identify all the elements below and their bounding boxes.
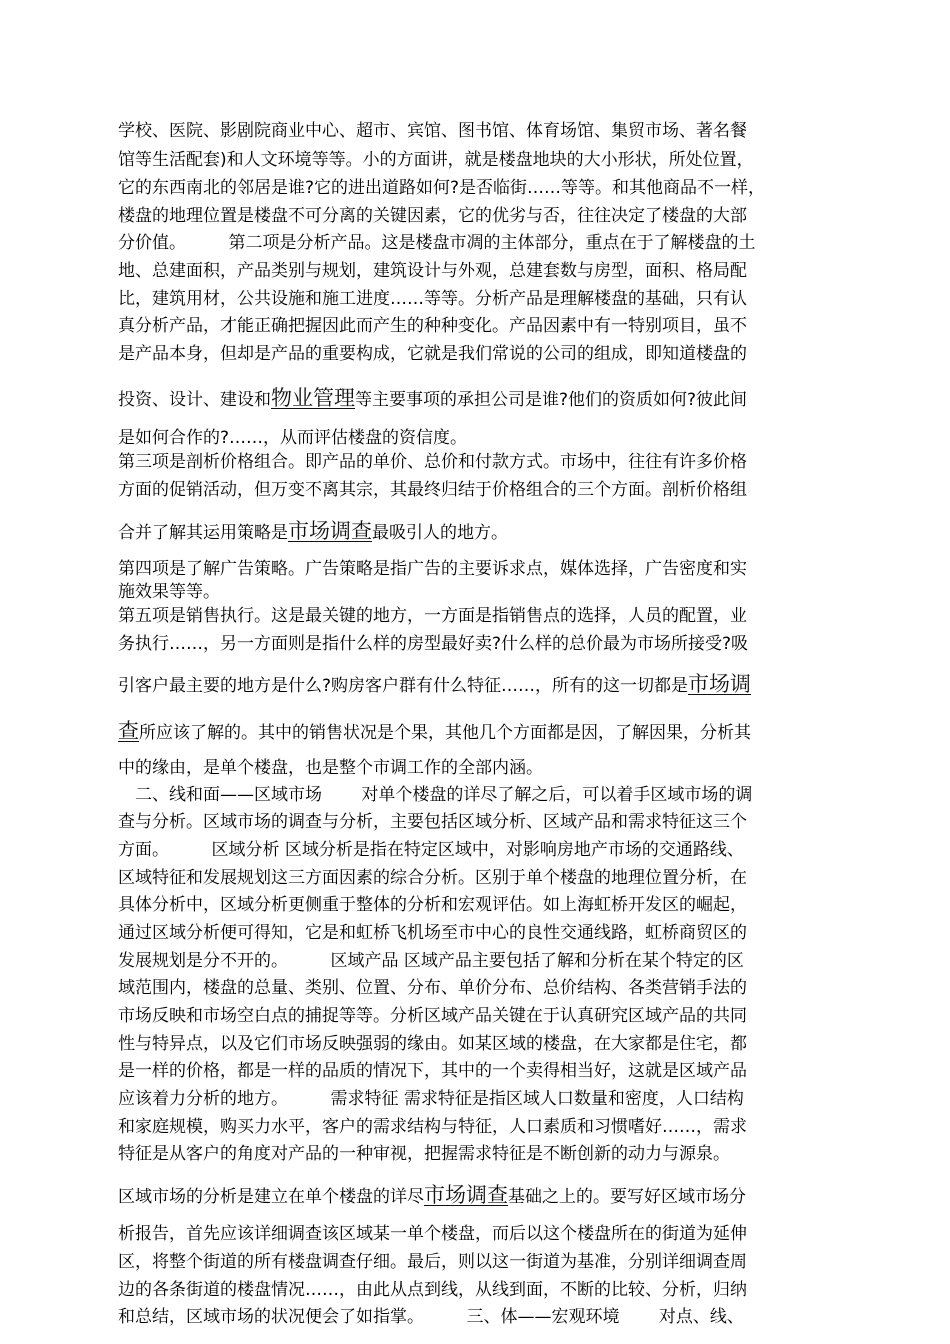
keyword-link[interactable]: 市场调 xyxy=(688,672,752,696)
text-line: 务执行……，另一方面则是指什么样的房型最好卖?什么样的总价最为市场所接受?吸 xyxy=(118,634,749,654)
text-line: 析报告，首先应该详细调查该区域某一单个楼盘，而后以这个楼盘所在的街道为延伸 xyxy=(118,1224,747,1244)
keyword-link[interactable]: 物业管理 xyxy=(271,386,355,410)
text-line: 查所应该了解的。其中的销售状况是个果，其他几个方面都是因，了解因果，分析其 xyxy=(118,719,751,743)
text-line: 和家庭规模，购买力水平，客户的需求结构与特征，人口素质和习惯嗜好……，需求 xyxy=(118,1117,747,1137)
text-line: 第三项是剖析价格组合。即产品的单价、总价和付款方式。市场中，往往有许多价格 xyxy=(118,452,747,472)
text-line: 学校、医院、影剧院商业中心、超市、宾馆、图书馆、体育场馆、集贸市场、著名餐 xyxy=(118,121,747,141)
text-line: 比，建筑用材，公共设施和施工进度……等等。分析产品是理解楼盘的基础，只有认 xyxy=(118,289,747,309)
text-line: 是一样的价格，都是一样的品质的情况下，其中的一个卖得相当好，这就是区域产品 xyxy=(118,1061,747,1081)
text-line: 方面。 区域分析 区域分析是指在特定区域中，对影响房地产市场的交通路线、 xyxy=(118,840,744,860)
text-line: 是产品本身，但却是产品的重要构成，它就是我们常说的公司的组成，即知道楼盘的 xyxy=(118,344,747,364)
text-line: 方面的促销活动，但万变不离其宗，其最终归结于价格组合的三个方面。剖析价格组 xyxy=(118,480,747,500)
text-line: 第四项是了解广告策略。广告策略是指广告的主要诉求点，媒体选择，广告密度和实 xyxy=(118,559,747,579)
text-line: 馆等生活配套)和人文环境等等。小的方面讲，就是楼盘地块的大小形状，所处位置， xyxy=(118,150,754,170)
text-line: 第五项是销售执行。这是最关键的地方，一方面是指销售点的选择，人员的配置，业 xyxy=(118,606,747,626)
text-line: 通过区域分析便可得知，它是和虹桥飞机场至市中心的良性交通线路，虹桥商贸区的 xyxy=(118,923,747,943)
keyword-link[interactable]: 查 xyxy=(118,719,139,743)
text-line: 中的缘由，是单个楼盘，也是整个市调工作的全部内涵。 xyxy=(118,758,543,778)
text-line: 区域特征和发展规划这三方面因素的综合分析。区别于单个楼盘的地理位置分析，在 xyxy=(118,868,747,888)
text-line: 它的东西南北的邻居是谁?它的进出道路如何?是否临街……等等。和其他商品不一样， xyxy=(118,178,766,198)
text-line: 真分析产品，才能正确把握因此而产生的种种变化。产品因素中有一特别项目，虽不 xyxy=(118,316,747,336)
text-line: 边的各条街道的楼盘情况……，由此从点到线，从线到面，不断的比较、分析，归纳 xyxy=(118,1280,747,1300)
text-line: 引客户最主要的地方是什么?购房客户群有什么特征……，所有的这一切都是市场调 xyxy=(118,672,752,696)
text-line: 地、总建面积，产品类别与规划，建筑设计与外观，总建套数与房型，面积、格局配 xyxy=(118,261,747,281)
text-line: 区，将整个街道的所有楼盘调查仔细。最后，则以这一街道为基准，分别详细调查周 xyxy=(118,1252,747,1272)
text-line: 合并了解其运用策略是市场调查最吸引人的地方。 xyxy=(118,519,508,543)
text-line: 查与分析。区域市场的调查与分析，主要包括区域分析、区域产品和需求特征这三个 xyxy=(118,812,747,832)
text-line: 应该着力分析的地方。 需求特征 需求特征是指区域人口数量和密度，人口结构 xyxy=(118,1089,744,1109)
text-line: 特征是从客户的角度对产品的一种审视，把握需求特征是不断创新的动力与源泉。 xyxy=(118,1144,730,1164)
text-line: 楼盘的地理位置是楼盘不可分离的关键因素，它的优劣与否，往往决定了楼盘的大部 xyxy=(118,206,747,226)
text-line: 发展规划是分不开的。 区域产品 区域产品主要包括了解和分析在某个特定的区 xyxy=(118,951,744,971)
text-line: 市场反映和市场空白点的捕捉等等。分析区域产品关键在于认真研究区域产品的共同 xyxy=(118,1006,747,1026)
text-line: 具体分析中，区域分析更侧重于整体的分析和宏观评估。如上海虹桥开发区的崛起， xyxy=(118,895,747,915)
text-line: 域范围内，楼盘的总量、类别、位置、分布、单价分布、总价结构、各类营销手法的 xyxy=(118,978,747,998)
keyword-link[interactable]: 市场调查 xyxy=(424,1183,508,1207)
text-line: 区域市场的分析是建立在单个楼盘的详尽市场调查基础之上的。要写好区域市场分 xyxy=(118,1183,746,1207)
text-line: 和总结，区域市场的状况便会了如指掌。 三、体——宏观环境 对点、线、 xyxy=(118,1307,744,1327)
text-line: 是如何合作的?……，从而评估楼盘的资信度。 xyxy=(118,428,468,448)
text-line: 投资、设计、建设和物业管理等主要事项的承担公司是谁?他们的资质如何?彼此间 xyxy=(118,386,748,410)
text-line: 施效果等等。 xyxy=(118,582,220,602)
section-heading-line: 二、线和面——区域市场 对单个楼盘的详尽了解之后，可以着手区域市场的调 xyxy=(118,785,753,805)
text-line: 性与特异点，以及它们市场反映强弱的缘由。如某区域的楼盘，在大家都是住宅，都 xyxy=(118,1034,747,1054)
keyword-link[interactable]: 市场调查 xyxy=(288,519,372,543)
text-line: 分价值。 第二项是分析产品。这是楼盘市凋的主体部分，重点在于了解楼盘的土 xyxy=(118,233,756,253)
